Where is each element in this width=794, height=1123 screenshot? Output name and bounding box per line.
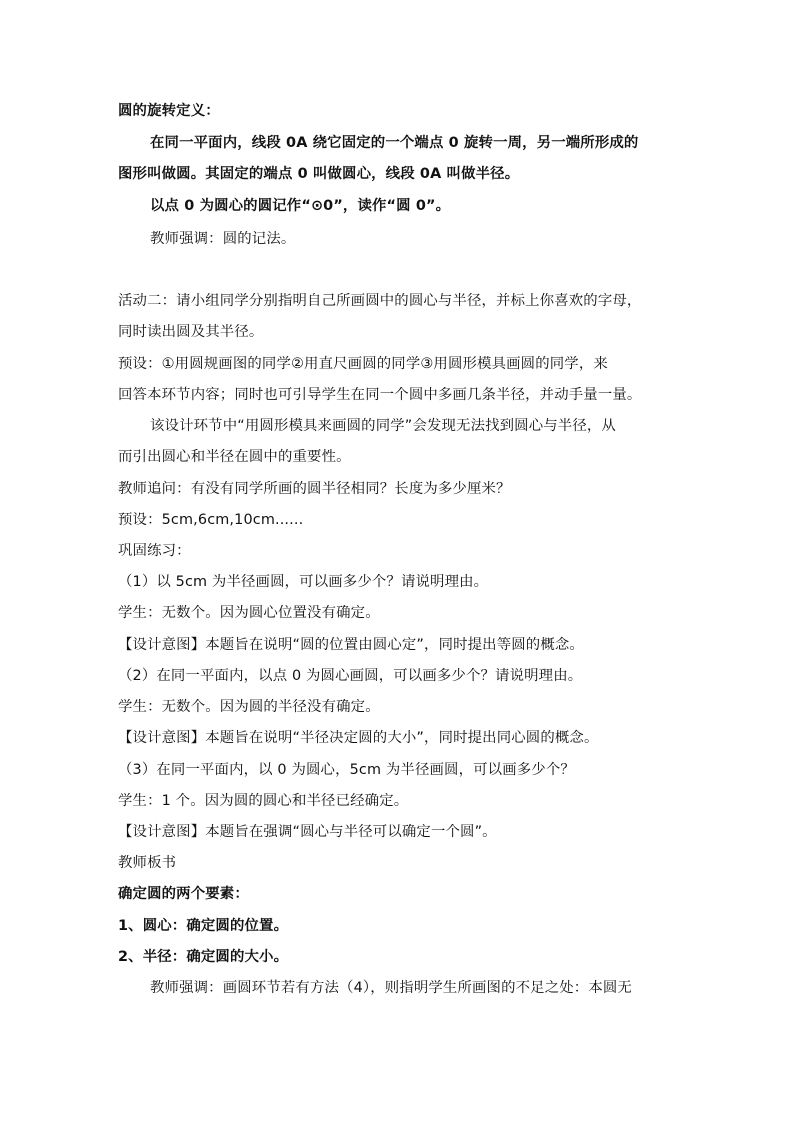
definition-line-2: 图形叫做圆。其固定的端点 0 叫做圆心，线段 0A 叫做半径。 <box>118 166 520 182</box>
preset-line-1: 预设：①用圆规画图的同学②用直尺画圆的同学③用圆形模具画圆的同学，来 <box>118 356 608 372</box>
design-intent-3: 【设计意图】本题旨在强调“圆心与半径可以确定一个圆”。 <box>118 824 497 840</box>
notation-line: 以点 0 为圆心的圆记作“⊙0”，读作“圆 0”。 <box>150 198 451 214</box>
design-note-line-2: 而引出圆心和半径在圆中的重要性。 <box>118 449 351 465</box>
two-elements-heading: 确定圆的两个要素： <box>118 886 249 902</box>
teacher-board-heading: 教师板书 <box>118 855 177 871</box>
teacher-question-line: 教师追问：有没有同学所画的圆半径相同？长度为多少厘米？ <box>118 481 511 497</box>
definition-line-1: 在同一平面内，线段 0A 绕它固定的一个端点 0 旋转一周，另一端所形成的 <box>150 135 639 151</box>
section-heading-rotation-definition: 圆的旋转定义： <box>118 103 220 119</box>
student-answer-2: 学生：无数个。因为圆的半径没有确定。 <box>118 699 380 715</box>
design-intent-2: 【设计意图】本题旨在说明“半径决定圆的大小”，同时提出同心圆的概念。 <box>118 730 599 746</box>
teacher-emphasis-notation: 教师强调：圆的记法。 <box>150 231 296 247</box>
exercise-2-line: （2）在同一平面内，以点 0 为圆心画圆，可以画多少个？请说明理由。 <box>118 668 583 684</box>
design-note-line-1: 该设计环节中“用圆形模具来画圆的同学”会发现无法找到圆心与半径，从 <box>150 418 616 434</box>
element-1-center: 1、圆心：确定圆的位置。 <box>118 918 289 934</box>
practice-heading: 巩固练习： <box>118 543 191 559</box>
student-answer-1: 学生：无数个。因为圆心位置没有确定。 <box>118 605 380 621</box>
exercise-3-line: （3）在同一平面内，以 0 为圆心，5cm 为半径画圆，可以画多少个？ <box>118 762 575 778</box>
student-answer-3: 学生：1 个。因为圆的圆心和半径已经确定。 <box>118 793 409 809</box>
element-2-radius: 2、半径：确定圆的大小。 <box>118 949 289 965</box>
activity-two-line-1: 活动二：请小组同学分别指明自己所画圆中的圆心与半径，并标上你喜欢的字母， <box>118 293 642 309</box>
exercise-1-line: （1）以 5cm 为半径画圆，可以画多少个？请说明理由。 <box>118 574 489 590</box>
preset-line-2: 回答本环节内容；同时也可引导学生在同一个圆中多画几条半径，并动手量一量。 <box>118 387 642 403</box>
preset-values-line: 预设：5cm,6cm,10cm...... <box>118 512 304 528</box>
teacher-emphasis-method: 教师强调：画圆环节若有方法（4），则指明学生所画图的不足之处：本圆无 <box>150 980 632 996</box>
design-intent-1: 【设计意图】本题旨在说明“圆的位置由圆心定”，同时提出等圆的概念。 <box>118 637 584 653</box>
activity-two-line-2: 同时读出圆及其半径。 <box>118 324 264 340</box>
